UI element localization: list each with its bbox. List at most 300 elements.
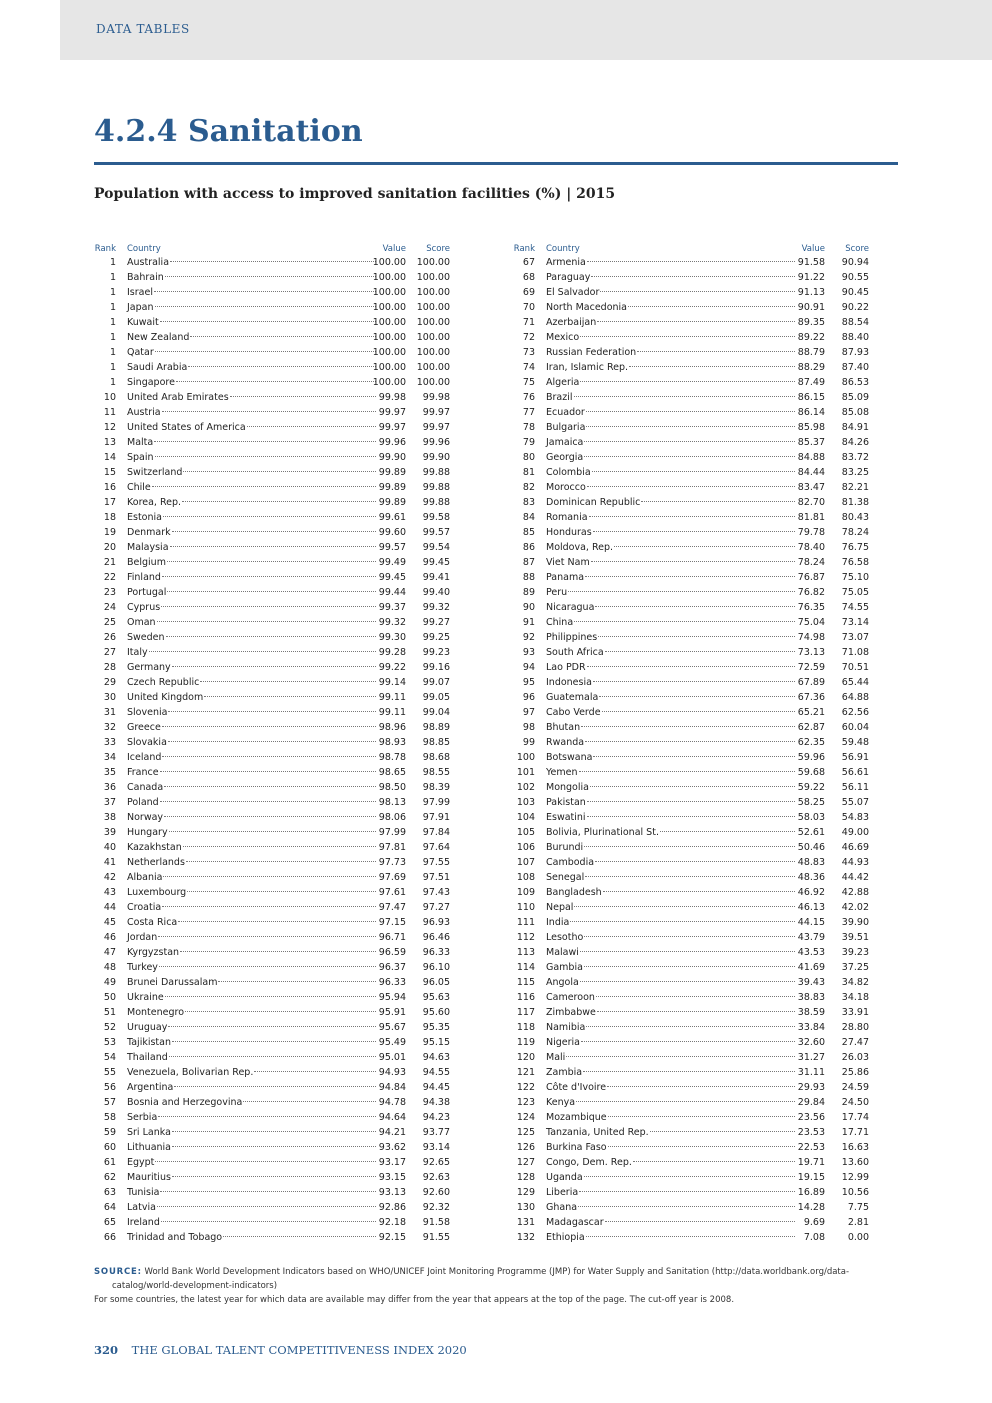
value-cell: 99.89 xyxy=(378,482,406,493)
value-cell: 43.79 xyxy=(797,932,825,943)
score-cell: 27.47 xyxy=(841,1037,869,1048)
score-cell: 99.96 xyxy=(422,437,450,448)
value-cell: 99.32 xyxy=(378,617,406,628)
dot-leader xyxy=(596,996,795,997)
country-cell xyxy=(127,345,377,360)
dot-leader xyxy=(170,261,376,262)
country-name: Honduras xyxy=(546,527,592,538)
country-name: Ethiopia xyxy=(546,1232,585,1243)
dot-leader xyxy=(584,936,795,937)
dot-leader xyxy=(593,531,795,532)
rank-cell: 74 xyxy=(522,362,535,373)
country-cell xyxy=(127,1095,377,1110)
country-name: Korea, Rep. xyxy=(127,497,182,508)
country-name: Peru xyxy=(546,587,568,598)
dot-leader xyxy=(159,966,376,967)
header-value: Value xyxy=(801,244,825,254)
rank-cell: 15 xyxy=(103,467,116,478)
value-cell: 96.33 xyxy=(378,977,406,988)
score-cell: 94.23 xyxy=(422,1112,450,1123)
score-cell: 24.50 xyxy=(841,1097,869,1108)
score-cell: 80.43 xyxy=(841,512,869,523)
score-cell: 99.88 xyxy=(422,467,450,478)
rank-cell: 49 xyxy=(103,977,116,988)
value-cell: 74.98 xyxy=(797,632,825,643)
score-cell: 13.60 xyxy=(841,1157,869,1168)
dot-leader xyxy=(188,366,376,367)
score-cell: 73.07 xyxy=(841,632,869,643)
country-name: Estonia xyxy=(127,512,162,523)
dot-leader xyxy=(605,1221,795,1222)
country-cell xyxy=(127,315,377,330)
dot-leader xyxy=(585,876,795,877)
country-name: Bhutan xyxy=(546,722,581,733)
score-cell: 62.56 xyxy=(841,707,869,718)
value-cell: 83.47 xyxy=(797,482,825,493)
country-cell xyxy=(546,795,796,810)
score-cell: 92.63 xyxy=(422,1172,450,1183)
country-cell xyxy=(546,840,796,855)
dot-leader xyxy=(593,681,795,682)
value-cell: 95.49 xyxy=(378,1037,406,1048)
value-cell: 100.00 xyxy=(372,377,406,388)
score-cell: 95.15 xyxy=(422,1037,450,1048)
country-name: Paraguay xyxy=(546,272,591,283)
country-cell xyxy=(546,1110,796,1125)
dot-leader xyxy=(633,1161,795,1162)
country-cell xyxy=(127,270,377,285)
country-cell xyxy=(546,1020,796,1035)
score-cell: 96.46 xyxy=(422,932,450,943)
rank-cell: 100 xyxy=(516,752,535,763)
value-cell: 19.71 xyxy=(797,1157,825,1168)
score-cell: 44.93 xyxy=(841,857,869,868)
country-cell xyxy=(127,405,377,420)
score-cell: 39.23 xyxy=(841,947,869,958)
country-cell xyxy=(127,915,377,930)
value-cell: 100.00 xyxy=(372,302,406,313)
country-cell xyxy=(546,780,796,795)
country-cell xyxy=(127,285,377,300)
score-cell: 24.59 xyxy=(841,1082,869,1093)
score-cell: 83.72 xyxy=(841,452,869,463)
score-cell: 96.93 xyxy=(422,917,450,928)
rank-cell: 46 xyxy=(103,932,116,943)
value-cell: 90.91 xyxy=(797,302,825,313)
country-name: Lao PDR xyxy=(546,662,586,673)
value-cell: 88.29 xyxy=(797,362,825,373)
rank-cell: 25 xyxy=(103,617,116,628)
country-name: Trinidad and Tobago xyxy=(127,1232,223,1243)
value-cell: 97.47 xyxy=(378,902,406,913)
rank-cell: 111 xyxy=(516,917,535,928)
value-cell: 85.98 xyxy=(797,422,825,433)
country-cell xyxy=(127,1005,377,1020)
dot-leader xyxy=(600,291,795,292)
publication-title: THE GLOBAL TALENT COMPETITIVENESS INDEX 2020 xyxy=(131,1343,467,1357)
value-cell: 39.43 xyxy=(797,977,825,988)
score-cell: 99.57 xyxy=(422,527,450,538)
country-name: Qatar xyxy=(127,347,154,358)
rank-cell: 14 xyxy=(103,452,116,463)
country-name: Viet Nam xyxy=(546,557,590,568)
score-cell: 75.05 xyxy=(841,587,869,598)
country-cell xyxy=(127,375,377,390)
country-name: Mongolia xyxy=(546,782,589,793)
country-name: Angola xyxy=(546,977,579,988)
value-cell: 7.08 xyxy=(803,1232,825,1243)
country-name: Tunisia xyxy=(127,1187,160,1198)
value-cell: 99.89 xyxy=(378,467,406,478)
dot-leader xyxy=(155,456,376,457)
rank-cell: 68 xyxy=(522,272,535,283)
dot-leader xyxy=(581,1041,795,1042)
dot-leader xyxy=(574,906,795,907)
score-cell: 73.14 xyxy=(841,617,869,628)
country-name: Croatia xyxy=(127,902,162,913)
score-cell: 56.11 xyxy=(841,782,869,793)
rank-cell: 28 xyxy=(103,662,116,673)
rank-cell: 71 xyxy=(522,317,535,328)
dot-leader xyxy=(200,681,376,682)
country-name: Zimbabwe xyxy=(546,1007,596,1018)
dot-leader xyxy=(162,576,376,577)
country-cell xyxy=(546,615,796,630)
country-cell xyxy=(546,585,796,600)
country-name: Bahrain xyxy=(127,272,164,283)
score-cell: 99.58 xyxy=(422,512,450,523)
country-name: Slovakia xyxy=(127,737,167,748)
dot-leader xyxy=(155,306,377,307)
country-cell xyxy=(546,420,796,435)
dot-leader xyxy=(157,1206,376,1207)
score-cell: 96.10 xyxy=(422,962,450,973)
rank-cell: 51 xyxy=(103,1007,116,1018)
dot-leader xyxy=(168,741,376,742)
country-name: Eswatini xyxy=(546,812,586,823)
dot-leader xyxy=(614,546,795,547)
dot-leader xyxy=(162,726,376,727)
country-cell xyxy=(546,285,796,300)
score-cell: 34.18 xyxy=(841,992,869,1003)
score-cell: 54.83 xyxy=(841,812,869,823)
country-name: Bolivia, Plurinational St. xyxy=(546,827,659,838)
value-cell: 9.69 xyxy=(803,1217,825,1228)
country-cell xyxy=(546,1125,796,1140)
rank-cell: 103 xyxy=(516,797,535,808)
dot-leader xyxy=(172,1131,376,1132)
country-name: Cambodia xyxy=(546,857,595,868)
value-cell: 41.69 xyxy=(797,962,825,973)
value-cell: 67.36 xyxy=(797,692,825,703)
value-cell: 99.22 xyxy=(378,662,406,673)
value-cell: 99.30 xyxy=(378,632,406,643)
country-cell xyxy=(546,390,796,405)
rank-cell: 102 xyxy=(516,782,535,793)
country-cell xyxy=(127,1170,377,1185)
country-cell xyxy=(546,345,796,360)
score-cell: 99.97 xyxy=(422,422,450,433)
value-cell: 99.57 xyxy=(378,542,406,553)
dot-leader xyxy=(161,606,376,607)
country-cell xyxy=(546,270,796,285)
value-cell: 76.82 xyxy=(797,587,825,598)
dot-leader xyxy=(591,276,795,277)
country-cell xyxy=(546,555,796,570)
header-band xyxy=(60,0,992,60)
score-cell: 92.65 xyxy=(422,1157,450,1168)
country-name: Lesotho xyxy=(546,932,584,943)
value-cell: 93.13 xyxy=(378,1187,406,1198)
score-cell: 42.02 xyxy=(841,902,869,913)
rank-cell: 64 xyxy=(103,1202,116,1213)
value-cell: 98.96 xyxy=(378,722,406,733)
country-name: Ghana xyxy=(546,1202,578,1213)
country-cell xyxy=(546,1005,796,1020)
rank-cell: 1 xyxy=(109,302,116,313)
country-name: Mauritius xyxy=(127,1172,171,1183)
rank-cell: 101 xyxy=(516,767,535,778)
country-name: Madagascar xyxy=(546,1217,604,1228)
score-cell: 99.88 xyxy=(422,482,450,493)
value-cell: 73.13 xyxy=(797,647,825,658)
country-name: Lithuania xyxy=(127,1142,172,1153)
country-name: Pakistan xyxy=(546,797,586,808)
value-cell: 98.13 xyxy=(378,797,406,808)
country-name: Bosnia and Herzegovina xyxy=(127,1097,243,1108)
rank-cell: 106 xyxy=(516,842,535,853)
value-cell: 84.44 xyxy=(797,467,825,478)
rank-cell: 75 xyxy=(522,377,535,388)
country-name: Slovenia xyxy=(127,707,168,718)
value-cell: 85.37 xyxy=(797,437,825,448)
rank-cell: 99 xyxy=(522,737,535,748)
value-cell: 65.21 xyxy=(797,707,825,718)
country-cell xyxy=(127,600,377,615)
country-name: France xyxy=(127,767,159,778)
rank-cell: 87 xyxy=(522,557,535,568)
rank-cell: 34 xyxy=(103,752,116,763)
score-cell: 90.45 xyxy=(841,287,869,298)
country-cell xyxy=(127,390,377,405)
rank-cell: 35 xyxy=(103,767,116,778)
dot-leader xyxy=(585,741,795,742)
country-cell xyxy=(546,945,796,960)
dot-leader xyxy=(178,921,376,922)
dot-leader xyxy=(172,666,376,667)
score-cell: 64.88 xyxy=(841,692,869,703)
score-cell: 99.90 xyxy=(422,452,450,463)
dot-leader xyxy=(155,351,376,352)
rank-cell: 16 xyxy=(103,482,116,493)
dot-leader xyxy=(157,621,376,622)
dot-leader xyxy=(587,486,795,487)
header-country: Country xyxy=(127,244,161,254)
score-cell: 99.27 xyxy=(422,617,450,628)
value-cell: 88.79 xyxy=(797,347,825,358)
country-name: Philippines xyxy=(546,632,598,643)
value-cell: 23.56 xyxy=(797,1112,825,1123)
country-cell xyxy=(127,750,377,765)
value-cell: 19.15 xyxy=(797,1172,825,1183)
value-cell: 93.17 xyxy=(378,1157,406,1168)
country-cell xyxy=(546,1185,796,1200)
country-name: Dominican Republic xyxy=(546,497,641,508)
rank-cell: 90 xyxy=(522,602,535,613)
dot-leader xyxy=(163,516,376,517)
dot-leader xyxy=(581,726,795,727)
dot-leader xyxy=(579,771,795,772)
dot-leader xyxy=(584,966,795,967)
country-name: Nigeria xyxy=(546,1037,580,1048)
country-name: Kazakhstan xyxy=(127,842,182,853)
country-name: Tanzania, United Rep. xyxy=(546,1127,649,1138)
rank-cell: 89 xyxy=(522,587,535,598)
country-cell xyxy=(127,900,377,915)
dot-leader xyxy=(590,786,795,787)
value-cell: 99.89 xyxy=(378,497,406,508)
country-name: Japan xyxy=(127,302,154,313)
source-label: SOURCE: xyxy=(94,1267,142,1277)
score-cell: 85.09 xyxy=(841,392,869,403)
country-name: Montenegro xyxy=(127,1007,185,1018)
score-cell: 98.89 xyxy=(422,722,450,733)
country-name: Ecuador xyxy=(546,407,585,418)
header-rank: Rank xyxy=(94,244,116,254)
value-cell: 38.59 xyxy=(797,1007,825,1018)
country-cell xyxy=(127,735,377,750)
dot-leader xyxy=(168,711,376,712)
country-name: Jordan xyxy=(127,932,158,943)
score-cell: 78.24 xyxy=(841,527,869,538)
rank-cell: 66 xyxy=(103,1232,116,1243)
dot-leader xyxy=(595,861,795,862)
country-name: Nicaragua xyxy=(546,602,595,613)
score-cell: 90.22 xyxy=(841,302,869,313)
value-cell: 97.81 xyxy=(378,842,406,853)
dot-leader xyxy=(586,411,795,412)
country-cell xyxy=(127,555,377,570)
value-cell: 92.15 xyxy=(378,1232,406,1243)
value-cell: 33.84 xyxy=(797,1022,825,1033)
country-name: Finland xyxy=(127,572,161,583)
value-cell: 72.59 xyxy=(797,662,825,673)
value-cell: 79.78 xyxy=(797,527,825,538)
dot-leader xyxy=(160,801,376,802)
rank-cell: 110 xyxy=(516,902,535,913)
country-name: Bulgaria xyxy=(546,422,586,433)
country-cell xyxy=(546,405,796,420)
dot-leader xyxy=(172,1146,376,1147)
country-name: Israel xyxy=(127,287,153,298)
score-cell: 65.44 xyxy=(841,677,869,688)
dot-leader xyxy=(160,321,376,322)
score-cell: 12.99 xyxy=(841,1172,869,1183)
country-name: Zambia xyxy=(546,1067,583,1078)
rank-cell: 132 xyxy=(516,1232,535,1243)
country-name: Mozambique xyxy=(546,1112,607,1123)
dot-leader xyxy=(182,501,376,502)
country-name: Morocco xyxy=(546,482,586,493)
header-value: Value xyxy=(382,244,406,254)
score-cell: 100.00 xyxy=(416,377,450,388)
value-cell: 97.73 xyxy=(378,857,406,868)
score-cell: 71.08 xyxy=(841,647,869,658)
score-cell: 97.91 xyxy=(422,812,450,823)
value-cell: 52.61 xyxy=(797,827,825,838)
rank-cell: 82 xyxy=(522,482,535,493)
country-cell xyxy=(546,1200,796,1215)
dot-leader xyxy=(650,1131,795,1132)
rank-cell: 95 xyxy=(522,677,535,688)
score-cell: 42.88 xyxy=(841,887,869,898)
country-name: Czech Republic xyxy=(127,677,200,688)
value-cell: 99.90 xyxy=(378,452,406,463)
country-name: Russian Federation xyxy=(546,347,637,358)
rank-cell: 70 xyxy=(522,302,535,313)
value-cell: 82.70 xyxy=(797,497,825,508)
score-cell: 84.91 xyxy=(841,422,869,433)
country-cell xyxy=(127,1050,377,1065)
country-cell xyxy=(127,825,377,840)
dot-leader xyxy=(570,921,795,922)
dot-leader xyxy=(578,1206,795,1207)
dot-leader xyxy=(167,561,376,562)
country-name: Cameroon xyxy=(546,992,595,1003)
dot-leader xyxy=(155,1161,376,1162)
country-name: Venezuela, Bolivarian Rep. xyxy=(127,1067,254,1078)
rank-cell: 62 xyxy=(103,1172,116,1183)
rank-cell: 45 xyxy=(103,917,116,928)
rank-cell: 98 xyxy=(522,722,535,733)
country-name: United States of America xyxy=(127,422,246,433)
score-cell: 91.58 xyxy=(422,1217,450,1228)
dot-leader xyxy=(165,996,376,997)
dot-leader xyxy=(608,1116,795,1117)
country-name: Argentina xyxy=(127,1082,174,1093)
dot-leader xyxy=(183,471,376,472)
country-cell xyxy=(546,1080,796,1095)
rank-cell: 1 xyxy=(109,332,116,343)
dot-leader xyxy=(597,321,795,322)
country-name: Greece xyxy=(127,722,161,733)
value-cell: 99.97 xyxy=(378,407,406,418)
rank-cell: 1 xyxy=(109,377,116,388)
dot-leader xyxy=(568,591,795,592)
rank-cell: 84 xyxy=(522,512,535,523)
score-cell: 99.23 xyxy=(422,647,450,658)
score-cell: 93.77 xyxy=(422,1127,450,1138)
country-name: Namibia xyxy=(546,1022,586,1033)
value-cell: 100.00 xyxy=(372,272,406,283)
rank-cell: 80 xyxy=(522,452,535,463)
dot-leader xyxy=(164,786,376,787)
score-cell: 100.00 xyxy=(416,332,450,343)
rank-cell: 13 xyxy=(103,437,116,448)
dot-leader xyxy=(599,696,795,697)
country-cell xyxy=(127,990,377,1005)
score-cell: 93.14 xyxy=(422,1142,450,1153)
country-name: El Salvador xyxy=(546,287,600,298)
score-cell: 60.04 xyxy=(841,722,869,733)
country-cell xyxy=(546,810,796,825)
rank-cell: 73 xyxy=(522,347,535,358)
rank-cell: 115 xyxy=(516,977,535,988)
dot-leader xyxy=(580,336,795,337)
value-cell: 89.22 xyxy=(797,332,825,343)
country-cell xyxy=(127,840,377,855)
table-subtitle: Population with access to improved sanitation facilities (%) | 2015 xyxy=(94,186,616,202)
